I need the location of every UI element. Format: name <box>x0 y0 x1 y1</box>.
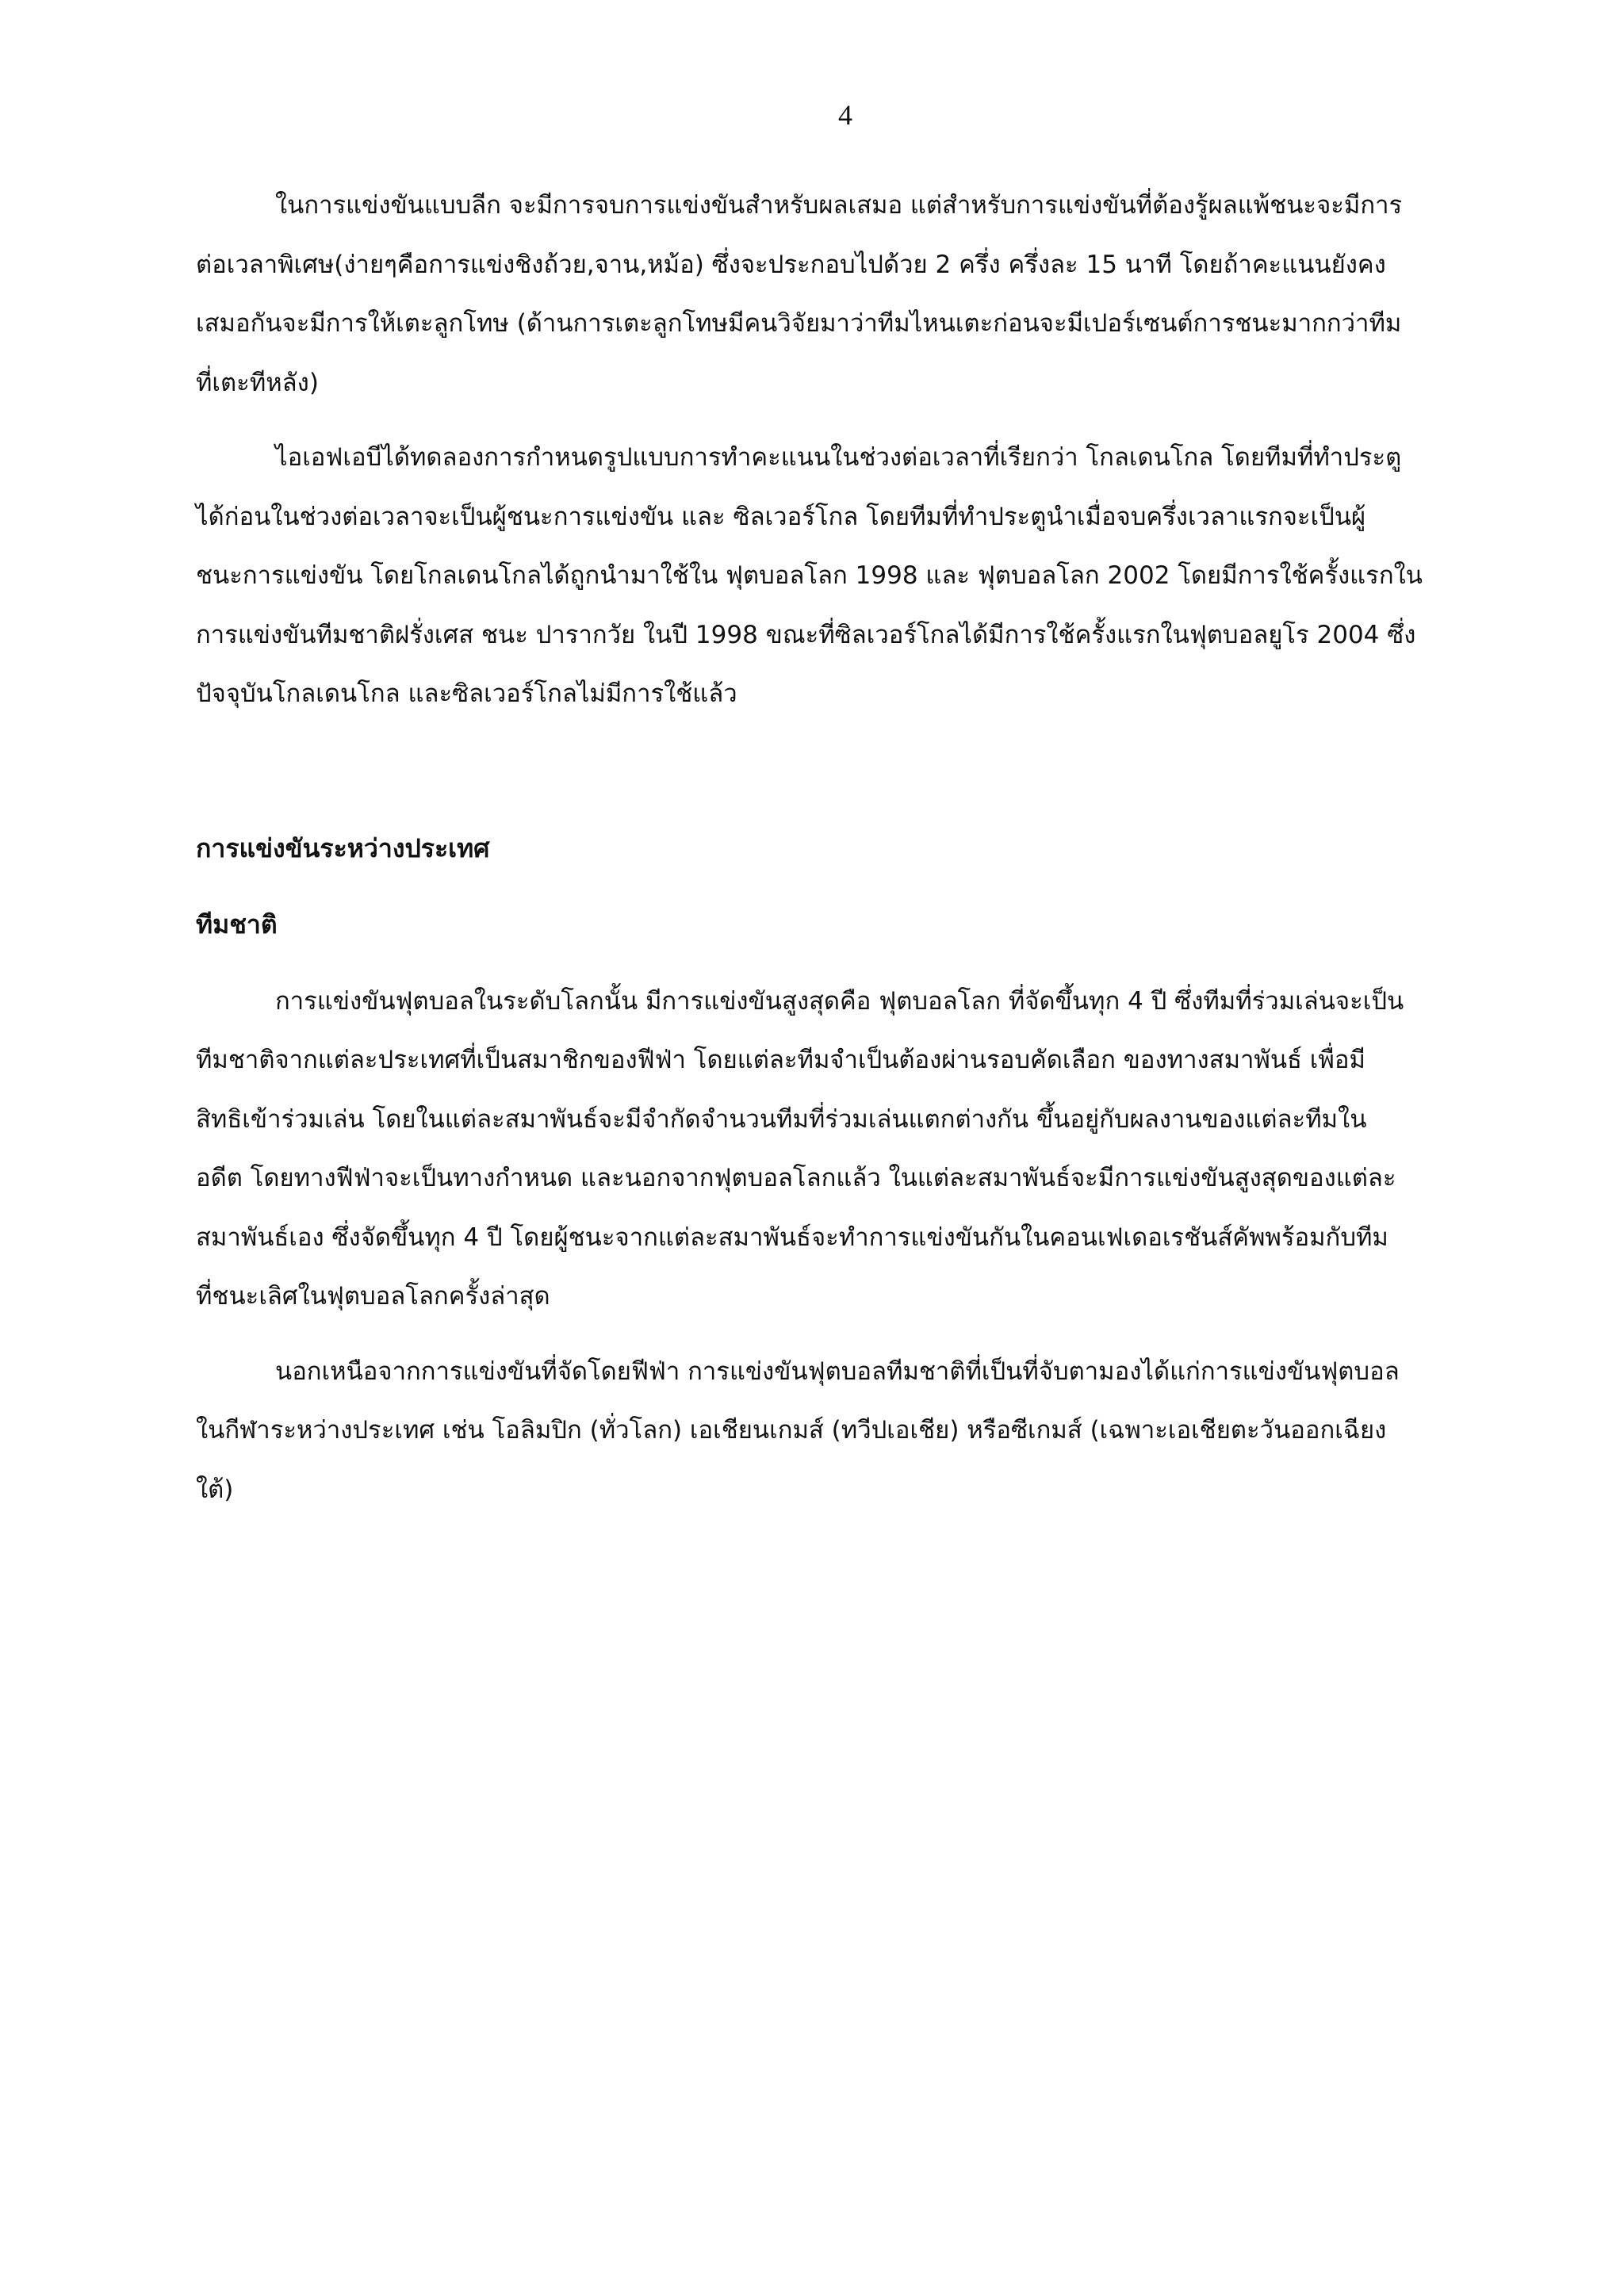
paragraph-international-games <box>196 1342 1490 1520</box>
text-line: การแข่งขันทีมชาติฝรั่งเศส ชนะ ปารากวัย ในปี 1998 ขณะที่ซิลเวอร์โกลได้มีการใช้ครั้งแรกในฟุตบอลยูโร 2004 ซึ่ง <box>196 620 1416 649</box>
text-line: เสมอกันจะมีการให้เตะลูกโทษ (ด้านการเตะลูกโทษมีคนวิจัยมาว่าทีมไหนเตะก่อนจะมีเปอร์เซนต์การชนะมากกว่าทีม <box>196 309 1402 338</box>
text-line: ในการแข่งขันแบบลีก จะมีการจบการแข่งขันสำหรับผลเสมอ แต่สำหรับการแข่งขันที่ต้องรู้ผลแพ้ชนะจะมีการ <box>275 191 1403 220</box>
subsection-heading: ทีมชาติ <box>196 909 278 939</box>
paragraph-golden-goal <box>196 428 1490 724</box>
text-line: ที่เตะทีหลัง) <box>196 368 319 397</box>
paragraph-spacer <box>196 412 1490 428</box>
section-heading: การแข่งขันระหว่างประเทศ <box>196 832 490 863</box>
heading-spacer <box>196 955 1490 972</box>
document-body <box>196 176 1490 1519</box>
text-line: นอกเหนือจากการแข่งขันที่จัดโดยฟีฟ่า การแข่งขันฟุตบอลทีมชาติที่เป็นที่จับตามองได้แก่การแข่งขันฟุตบอล <box>275 1357 1400 1386</box>
text-line: ได้ก่อนในช่วงต่อเวลาจะเป็นผู้ชนะการแข่งขัน และ ซิลเวอร์โกล โดยทีมที่ทำประตูนำเมื่อจบครึ่งเวลาแรกจะเป็นผู้ <box>196 502 1366 531</box>
text-line: ทีมชาติจากแต่ละประเทศที่เป็นสมาชิกของฟีฟ่า โดยแต่ละทีมจำเป็นต้องผ่านรอบคัดเลือก ของทางสมาพันธ์ เพื่อมี <box>196 1046 1365 1074</box>
paragraph-world-cup <box>196 972 1490 1326</box>
page-number: 4 <box>838 99 852 131</box>
text-line: ชนะการแข่งขัน โดยโกลเดนโกลได้ถูกนำมาใช้ใน ฟุตบอลโลก 1998 และ ฟุตบอลโลก 2002 โดยมีการใช้ครั้งแรกใน <box>196 561 1423 590</box>
text-line: ที่ชนะเลิศในฟุตบอลโลกครั้งล่าสุด <box>196 1282 550 1311</box>
text-line: ใต้) <box>196 1475 234 1504</box>
text-line: สิทธิเข้าร่วมเล่น โดยในแต่ละสมาพันธ์จะมีจำกัดจำนวนทีมที่ร่วมเล่นแตกต่างกัน ขึ้นอยู่กับผลงานของแต่ละทีมใน <box>196 1104 1367 1134</box>
heading-spacer <box>196 878 1490 895</box>
text-line: ไอเอฟเอบีได้ทดลองการกำหนดรูปแบบการทำคะแนนในช่วงต่อเวลาที่เรียกว่า โกลเดนโกล โดยทีมที่ทำประตู <box>275 443 1402 472</box>
paragraph-extra-time <box>196 176 1490 412</box>
text-line: อดีต โดยทางฟีฟ่าจะเป็นทางกำหนด และนอกจากฟุตบอลโลกแล้ว ในแต่ละสมาพันธ์จะมีการแข่งขันสูงสุดของแต่ละ <box>196 1164 1396 1192</box>
section-spacer <box>196 724 1490 819</box>
paragraph-spacer <box>196 1326 1490 1342</box>
text-line: การแข่งขันฟุตบอลในระดับโลกนั้น มีการแข่งขันสูงสุดคือ ฟุตบอลโลก ที่จัดขึ้นทุก 4 ปี ซึ่งทีมที่ร่วมเล่นจะเป็น <box>275 986 1404 1016</box>
text-line: ปัจจุบันโกลเดนโกล และซิลเวอร์โกลไม่มีการใช้แล้ว <box>196 679 737 708</box>
text-line: ในกีฬาระหว่างประเทศ เช่น โอลิมปิก (ทั่วโลก) เอเชียนเกมส์ (ทวีปเอเชีย) หรือซีเกมส์ (เฉพาะเอเชียตะวันออกเฉียง <box>196 1416 1387 1445</box>
text-line: ต่อเวลาพิเศษ(ง่ายๆคือการแข่งชิงถ้วย,จาน,หม้อ) ซึ่งจะประกอบไปด้วย 2 ครึ่ง ครึ่งละ 15 นาที โดยถ้าคะแนนยังคง <box>196 250 1386 279</box>
text-line: สมาพันธ์เอง ซึ่งจัดขึ้นทุก 4 ปี โดยผู้ชนะจากแต่ละสมาพันธ์จะทำการแข่งขันกันในคอนเฟเดอเรชันส์คัพพร้อมกับทีม <box>196 1223 1388 1252</box>
